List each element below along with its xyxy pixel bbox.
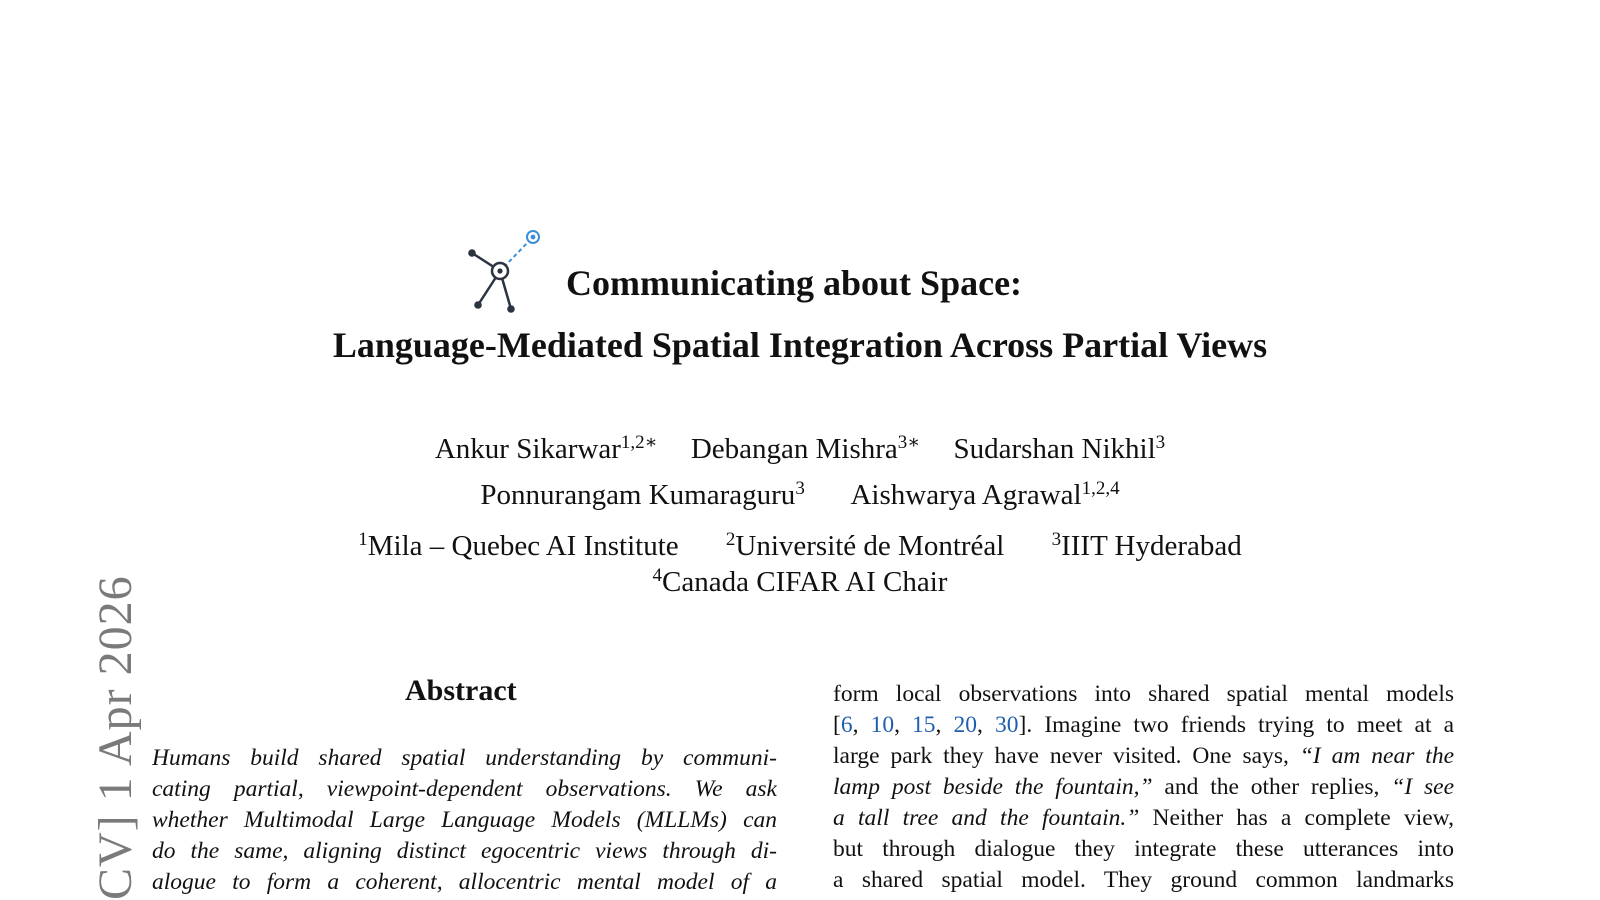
abstract-line: do the same, aligning distinct egocentric views through di- xyxy=(152,838,777,864)
author-name: Aishwarya Agrawal xyxy=(850,479,1082,511)
affiliation-number: 3 xyxy=(1051,529,1062,550)
author-name: Sudarshan Nikhil xyxy=(953,433,1156,465)
body-text-line: but through dialogue they integrate these utterances into xyxy=(833,836,1454,862)
arxiv-identifier-stamp: CV] 1 Apr 2026 xyxy=(89,575,142,900)
spatial-network-logo-icon xyxy=(463,225,549,321)
citation-link[interactable]: 6 xyxy=(840,712,853,738)
body-text-line: a shared spatial model. They ground common landmarks xyxy=(833,867,1454,893)
body-text-line xyxy=(833,805,1454,832)
citation-link[interactable]: 10 xyxy=(870,712,895,738)
abstract-line: cating partial, viewpoint-dependent observations. We ask xyxy=(152,776,777,802)
quoted-utterance: “I am near the xyxy=(1299,743,1454,769)
body-text-fragment: Neither has a complete view, xyxy=(1139,805,1454,831)
affiliation-name: Mila – Quebec AI Institute xyxy=(367,530,679,562)
author-affiliation-mark: 3 xyxy=(795,478,805,499)
paper-title-line-1: Communicating about Space: xyxy=(566,263,1023,303)
quoted-utterance: lamp post beside the fountain,” xyxy=(833,774,1153,800)
citation-link[interactable]: 20 xyxy=(953,712,978,738)
body-text-fragment: and the other replies, xyxy=(1152,774,1392,800)
affiliation-name: IIIT Hyderabad xyxy=(1061,530,1242,562)
affiliation-row-2 xyxy=(0,566,1600,599)
author-name: Ponnurangam Kumaraguru xyxy=(480,479,796,511)
abstract-line: alogue to form a coherent, allocentric mental model of a xyxy=(152,869,777,895)
quoted-utterance: a tall tree and the fountain.” xyxy=(833,805,1140,831)
author-row-2 xyxy=(0,479,1600,512)
citation-link[interactable]: 15 xyxy=(912,712,936,738)
body-text-line: [6, 10, 15, 20, 30]. Imagine two friends trying to meet at a xyxy=(833,712,1454,738)
author-affiliation-mark: 1,2∗ xyxy=(620,432,658,453)
author-row-1 xyxy=(0,433,1600,466)
abstract-line: Humans build shared spatial understanding by communi- xyxy=(152,745,777,771)
affiliation-name: Canada CIFAR AI Chair xyxy=(662,566,948,598)
body-text-fragment: large park they have never visited. One says, xyxy=(833,743,1300,769)
affiliation-row-1 xyxy=(0,530,1600,563)
paper-title-line-2: Language-Mediated Spatial Integration Across Partial Views xyxy=(332,325,1268,365)
author-affiliation-mark: 3∗ xyxy=(897,432,921,453)
abstract-heading: Abstract xyxy=(405,674,517,707)
author-name: Debangan Mishra xyxy=(690,433,898,465)
affiliation-number: 2 xyxy=(725,529,736,550)
body-text-fragment: . Imagine two friends trying to meet at a xyxy=(1026,712,1454,738)
body-text-line: form local observations into shared spatial mental models xyxy=(833,681,1454,707)
abstract-line: whether Multimodal Large Language Models (MLLMs) can xyxy=(152,807,777,833)
quoted-utterance: “I see xyxy=(1391,774,1454,800)
body-text-line xyxy=(833,743,1454,770)
affiliation-name: Université de Montréal xyxy=(735,530,1005,562)
affiliation-number: 4 xyxy=(652,565,663,586)
author-affiliation-mark: 3 xyxy=(1155,432,1166,453)
body-text-line xyxy=(833,774,1454,801)
citation-link[interactable]: 30 xyxy=(995,712,1019,738)
author-name: Ankur Sikarwar xyxy=(434,433,621,465)
author-affiliation-mark: 1,2,4 xyxy=(1081,478,1120,499)
affiliation-number: 1 xyxy=(358,529,368,550)
